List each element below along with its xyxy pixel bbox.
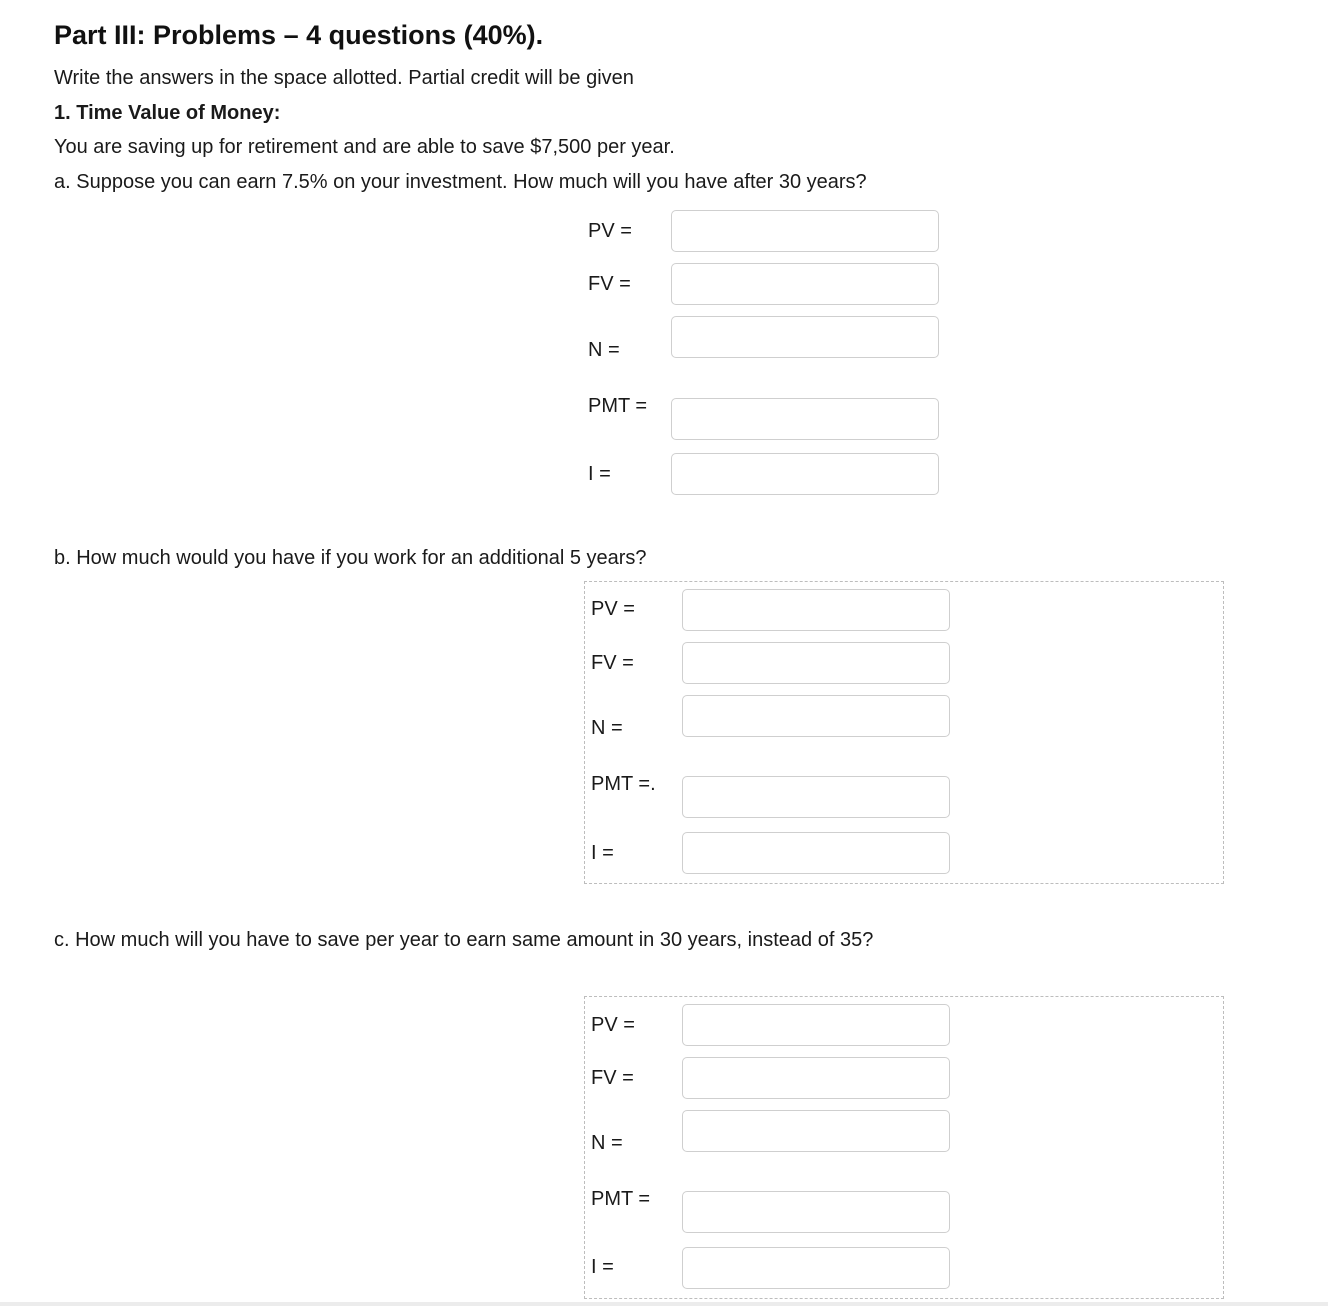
part-a-i-label: I = [588, 463, 611, 485]
part-b-fv-input[interactable] [682, 642, 950, 684]
part-b-prompt: b. How much would you have if you work for an additional 5 years? [54, 547, 647, 569]
part-a-pmt-label: PMT = [588, 395, 648, 417]
question-intro: You are saving up for retirement and are able to save $7,500 per year. [54, 136, 675, 158]
part-a-fv-input[interactable] [671, 263, 939, 305]
part-b-pmt-label: PMT =. [591, 773, 656, 795]
part-b-n-input[interactable] [682, 695, 950, 737]
part-c-pmt-label: PMT = [591, 1188, 651, 1210]
part-b-fv-label: FV = [591, 652, 634, 674]
part-c-pv-input[interactable] [682, 1004, 950, 1046]
part-a-pv-input[interactable] [671, 210, 939, 252]
part-c-i-input[interactable] [682, 1247, 950, 1289]
part-a-n-input[interactable] [671, 316, 939, 358]
part-a-fv-label: FV = [588, 273, 631, 295]
part-a-prompt: a. Suppose you can earn 7.5% on your investment. How much will you have after 30 years? [54, 171, 867, 193]
part-b-pmt-input[interactable] [682, 776, 950, 818]
part-c-fv-label: FV = [591, 1067, 634, 1089]
part-c-n-label: N = [591, 1132, 623, 1154]
question-heading: 1. Time Value of Money: [54, 102, 281, 124]
part-c-fv-input[interactable] [682, 1057, 950, 1099]
part-b-i-label: I = [591, 842, 614, 864]
part-c-i-label: I = [591, 1256, 614, 1278]
part-b-i-input[interactable] [682, 832, 950, 874]
part-c-pmt-input[interactable] [682, 1191, 950, 1233]
part-b-pv-input[interactable] [682, 589, 950, 631]
part-a-pv-label: PV = [588, 220, 632, 242]
part-a-i-input[interactable] [671, 453, 939, 495]
part-c-prompt: c. How much will you have to save per year to earn same amount in 30 years, instead of 35? [54, 929, 874, 951]
instructions-text: Write the answers in the space allotted. Partial credit will be given [54, 67, 634, 89]
part-b-n-label: N = [591, 717, 623, 739]
part-a-n-label: N = [588, 339, 620, 361]
part-c-pv-label: PV = [591, 1014, 635, 1036]
part-b-pv-label: PV = [591, 598, 635, 620]
bottom-divider [0, 1302, 1328, 1306]
page-title: Part III: Problems – 4 questions (40%). [54, 20, 544, 50]
part-a-pmt-input[interactable] [671, 398, 939, 440]
part-c-n-input[interactable] [682, 1110, 950, 1152]
